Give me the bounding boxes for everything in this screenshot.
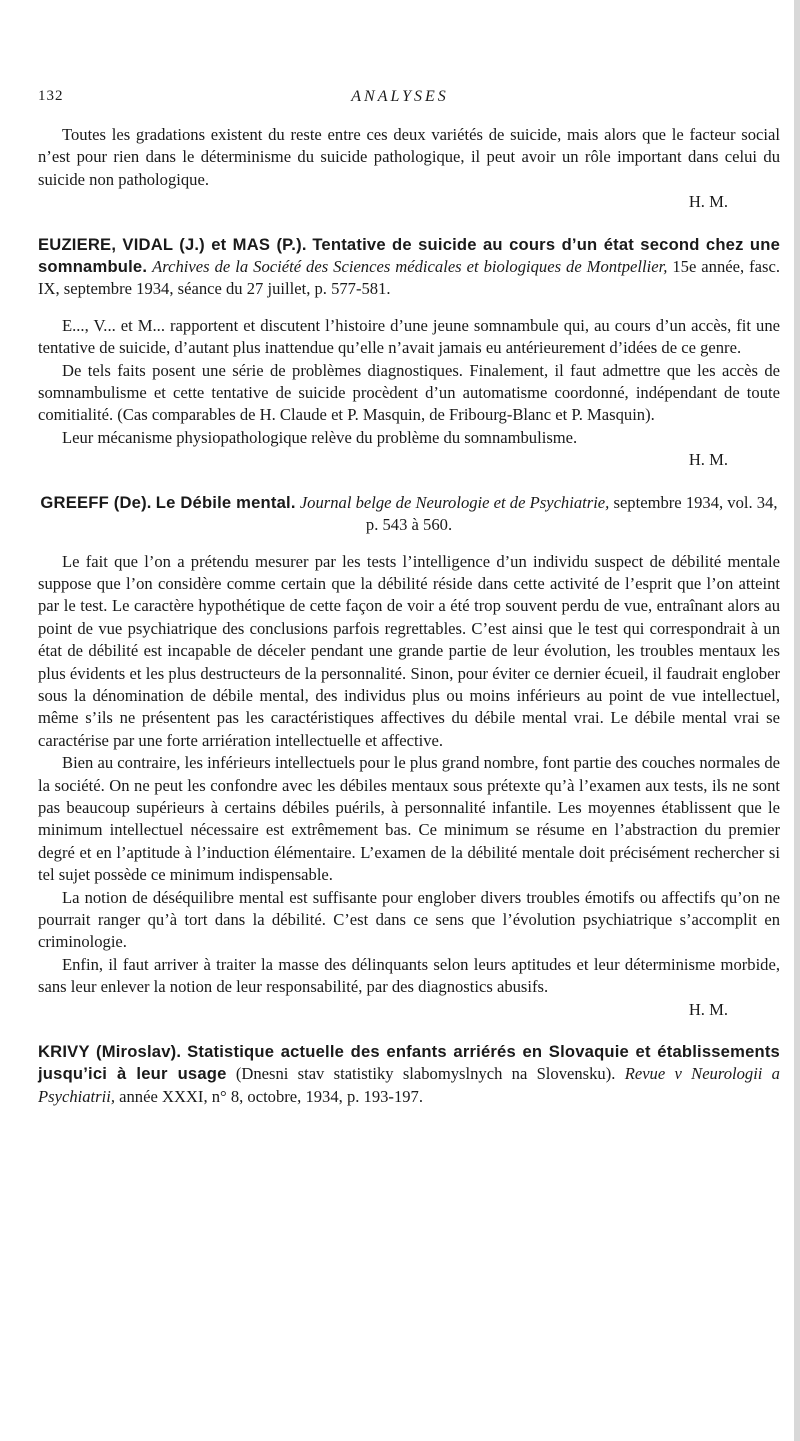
review-3-original-title: (Dnesni stav statistiky slabomyslnych na Slovensku). xyxy=(235,1064,616,1084)
review-1-signature: H. M. xyxy=(688,450,728,470)
page-number: 132 xyxy=(38,88,64,104)
review-2-title: Le Débile mental. xyxy=(155,492,296,512)
review-3-citation xyxy=(38,1041,780,1108)
review-1-citation xyxy=(38,234,780,301)
review-2-details: septembre 1934, vol. 34, p. 543 à 560. xyxy=(365,492,778,535)
review-1-details: 15e année, fasc. IX, septembre 1934, séance du 27 juillet, p. 577-581. xyxy=(38,257,780,299)
review-2-signature: H. M. xyxy=(688,999,728,1019)
intro-signature: H. M. xyxy=(688,192,728,212)
text-column xyxy=(38,124,780,1108)
review-1-paragraph: De tels faits posent une série de problèmes diagnostiques. Finalement, il faut admettre que les accès de somnambulisme et cette tentative de suicide procèdent d’un automatisme coordonné, indépendant de toute comitialité. (Cas comparables de H. Claude et P. Masquin, de Fribourg-Blanc et P. Masquin). xyxy=(38,360,780,425)
review-2-paragraph: Bien au contraire, les inférieurs intellectuels pour le plus grand nombre, font partie des couches normales de la société. On ne peut les confondre avec les débiles mentaux sous prétexte qu’à l’examen aux tests, ils ne sont pas beaucoup supérieurs à certains débiles puérils, à personnalité infantile. Les moyennes établissent que le minimum intellectuel nécessaire est extrêmement bas. Ce minimum se résume en l’abstraction du premier degré et en l’aptitude à l’induction élémentaire. L’examen de la débilité mentale doit précisément rechercher si tel sujet possède ce minimum indispensable. xyxy=(38,753,780,885)
review-3-source: Revue v Neurologii a Psychiatrii, xyxy=(38,1064,780,1106)
running-head xyxy=(38,88,762,112)
review-2-paragraph: Le fait que l’on a prétendu mesurer par les tests l’intelligence d’un individu suspect de débilité mentale suppose que l’on considère comme certain que la débilité réside dans cette activité de l’esprit que l’on atteint par le test. Le caractère hypothétique de cette façon de voir a été trop souvent perdu de vue, entraînant alors au point de vue psychiatrique des conclusions parfois regrettables. C’est ainsi que le test qui correspondrait à un état de débilité est incapable de déceler pendant une grande partie de leur évolution, les troubles mentaux les plus évidents et les plus destructeurs de la personnalité. Sinon, pour éviter ce dernier écueil, il faudrait englober sous la dénomination de débile mental, des individus plus ou moins inférieurs au point de vue intellectuel, même s’ils ne présentent pas les caractéristiques affectives du débile mental vrai. Le débile mental vrai se caractérise par une forte arriération intellectuelle et affective. xyxy=(38,551,780,750)
page-edge-shadow xyxy=(794,0,800,1441)
review-1-source: Archives de la Société des Sciences médicales et biologiques de Montpellier, xyxy=(152,257,668,277)
running-title: ANALYSES xyxy=(351,88,449,105)
review-1-paragraph: E..., V... et M... rapportent et discutent l’histoire d’une jeune somnambule qui, au cours d’un accès, fit une tentative de suicide, d’autant plus inattendue qu’elle n’avait jamais eu antérieurement d’idées de ce genre. xyxy=(38,315,780,358)
review-3-details: année XXXI, n° 8, octobre, 1934, p. 193-197. xyxy=(119,1086,423,1106)
review-2-paragraph: Enfin, il faut arriver à traiter la masse des délinquants selon leurs aptitudes et leur déterminisme morbide, sans leur enlever la notion de leur responsabilité, par des diagnostics abusifs. xyxy=(38,954,780,997)
review-1-authors: EUZIERE, VIDAL (J.) et MAS (P.). xyxy=(38,234,307,254)
review-1-paragraph: Leur mécanisme physiopathologique relève du problème du somnambulisme. xyxy=(62,427,578,447)
review-2-authors: GREEFF (De). xyxy=(40,492,152,512)
intro-paragraph: Toutes les gradations existent du reste entre ces deux variétés de suicide, mais alors que le facteur social n’est pour rien dans le déterminisme du suicide pathologique, il peut avoir un rôle important dans celui du suicide non pathologique. xyxy=(38,125,780,189)
review-3-title: Statistique actuelle des enfants arriérés en Slovaquie et établissements jusqu’ici à leur usage xyxy=(38,1042,780,1084)
review-2-citation xyxy=(38,492,780,537)
review-2-paragraph: La notion de déséquilibre mental est suffisante pour englober divers troubles émotifs ou affectifs qu’on ne pourrait ranger qu’à tort dans la débilité. C’est dans ce sens que l’évolution psychiatrique s’accomplit en criminologie. xyxy=(38,887,780,952)
review-3-authors: KRIVY (Miroslav). xyxy=(38,1042,182,1062)
review-1-title: Tentative de suicide au cours d’un état second chez une somnambule. xyxy=(38,234,781,277)
review-2-source: Journal belge de Neurologie et de Psychiatrie, xyxy=(299,492,610,512)
